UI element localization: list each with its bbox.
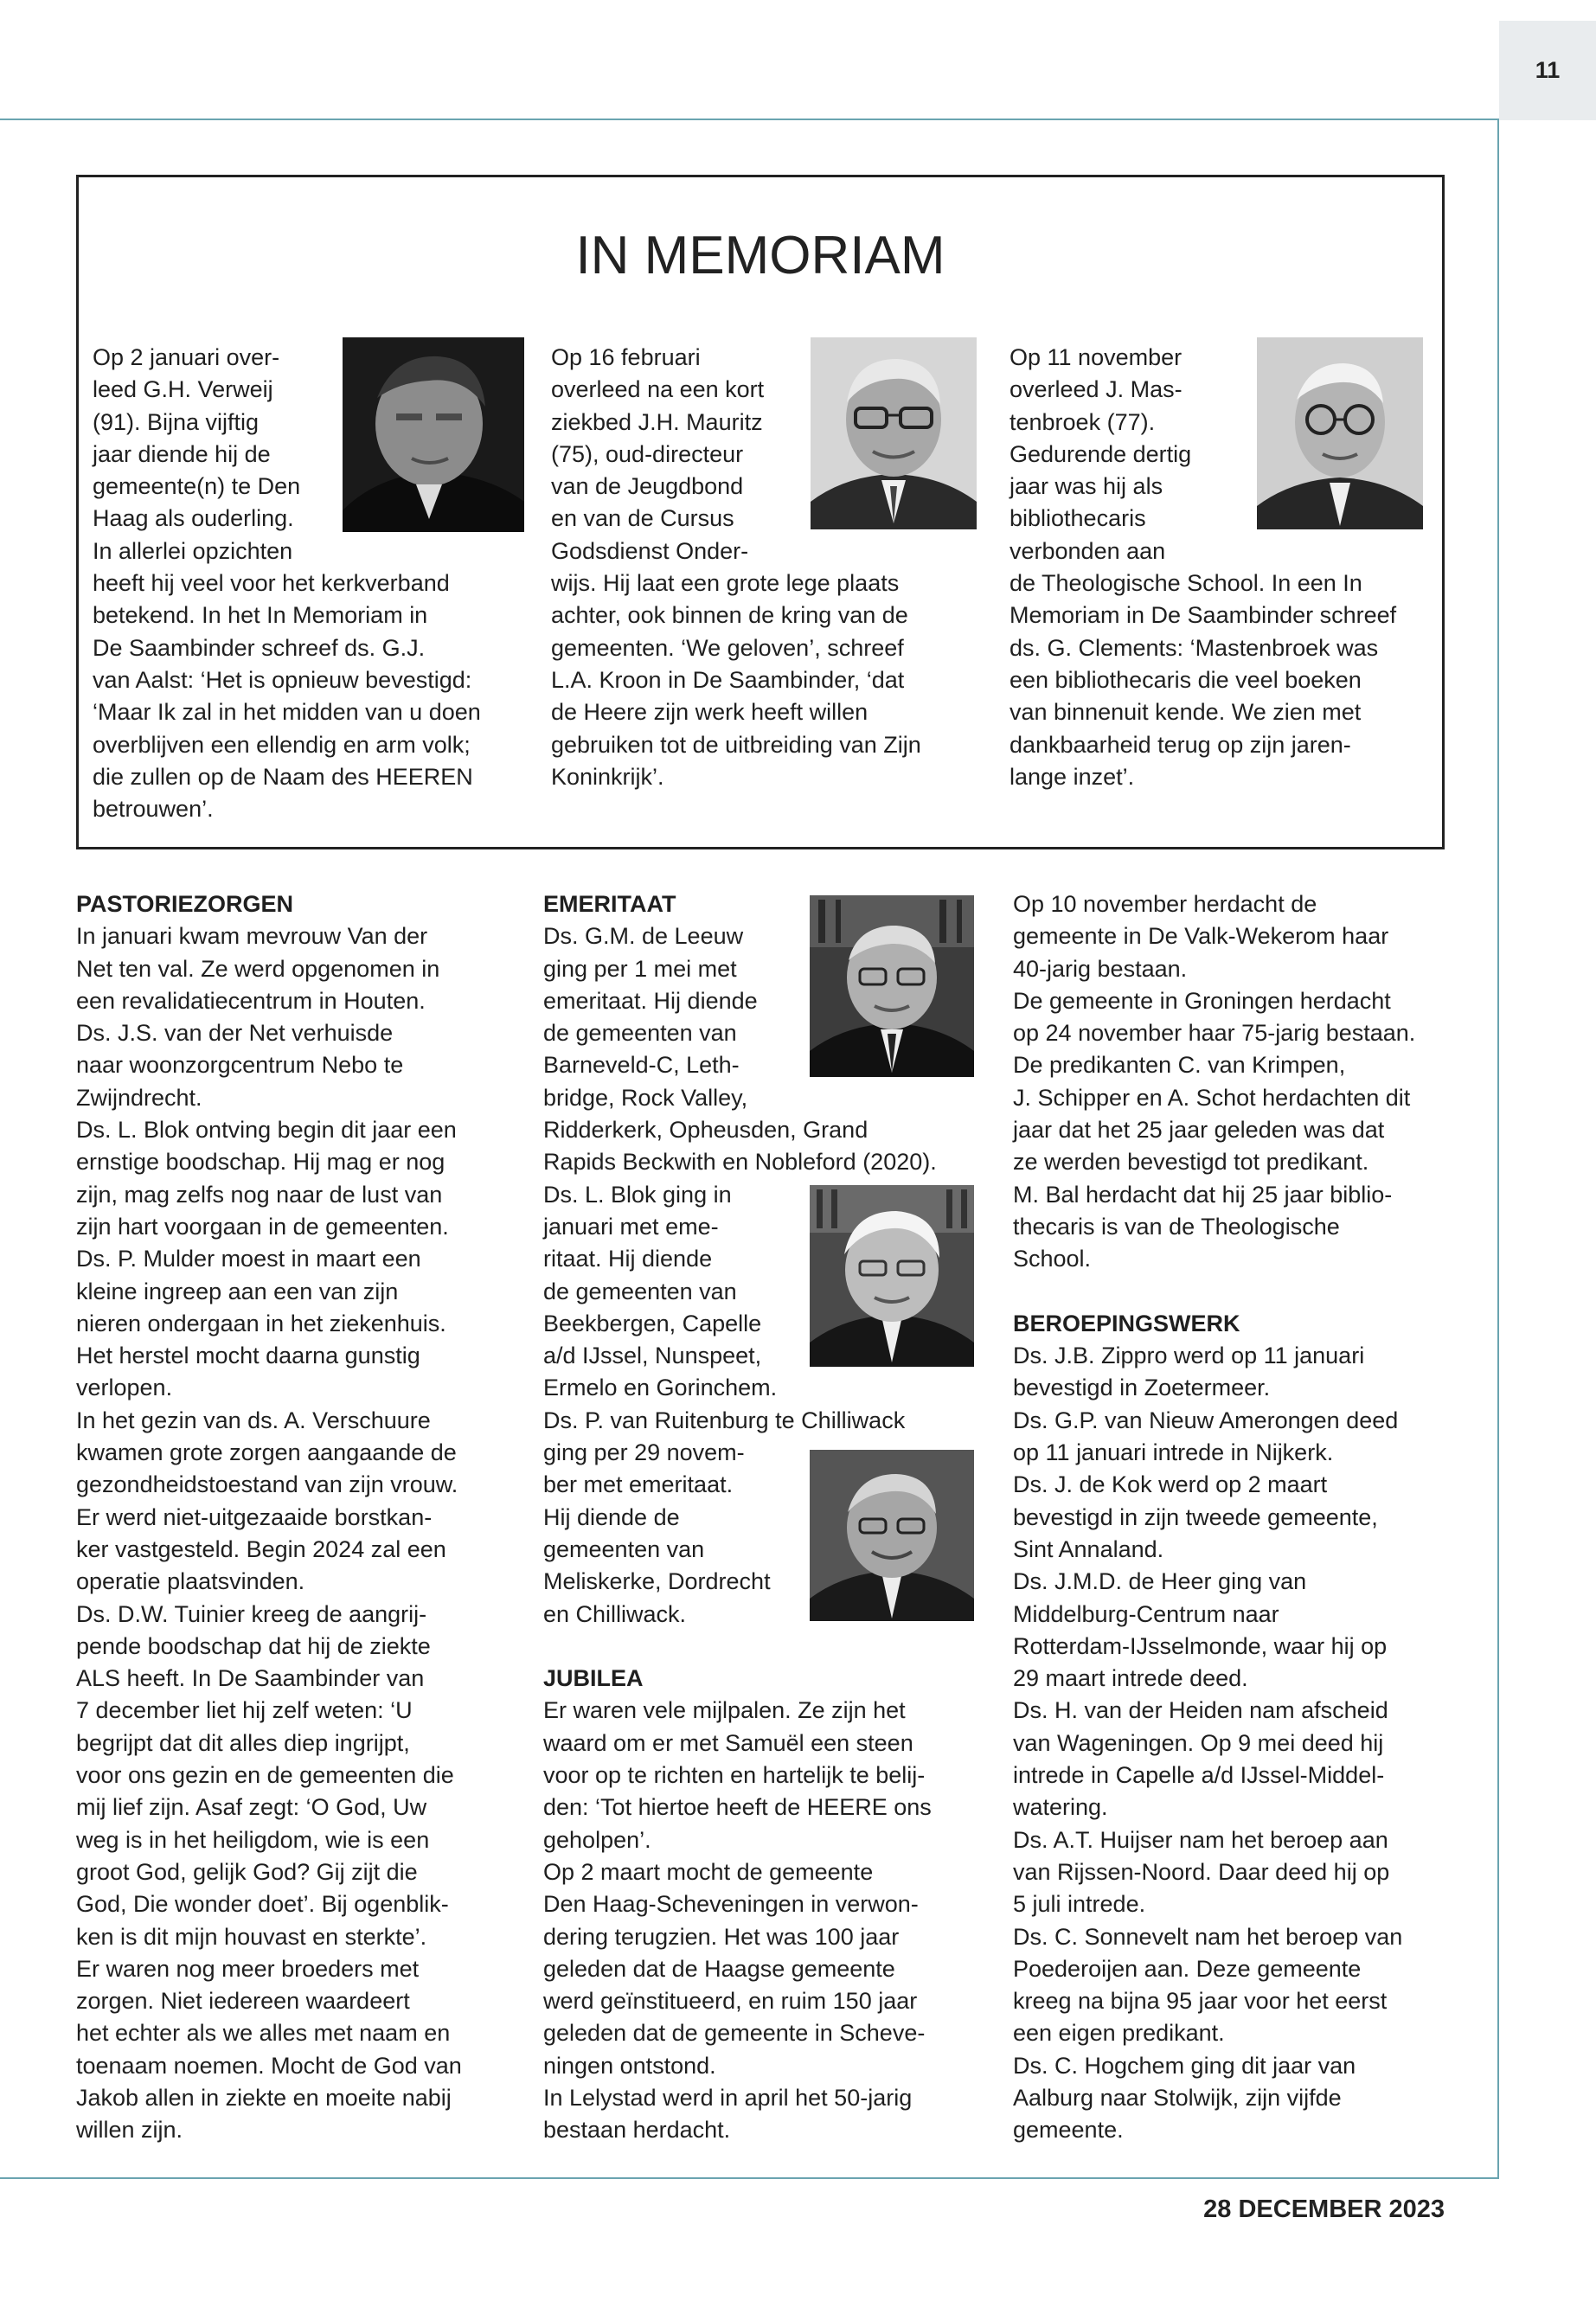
portrait-verweij-photo	[343, 337, 524, 532]
pastoriezorgen-body	[76, 920, 526, 2146]
spacer	[543, 1631, 1010, 1663]
text-line: Op 10 november herdacht de	[1013, 891, 1317, 917]
text-line: wijs. Hij laat een grote lege plaats	[551, 570, 900, 597]
text-line: a/d IJssel, Nunspeet,	[543, 1343, 762, 1369]
text-line: dering terugzien. Het was 100 jaar	[543, 1923, 900, 1950]
text-line: In allerlei opzichten	[93, 537, 293, 564]
text-line: Ds. C. Hogchem ging dit jaar van	[1013, 2052, 1356, 2079]
text-line: Ds. C. Sonnevelt nam het beroep van	[1013, 1923, 1403, 1950]
text-line: van Wageningen. Op 9 mei deed hij	[1013, 1729, 1384, 1756]
text-line: zorgen. Niet iedereen waardeert	[76, 1988, 410, 2015]
side-rule	[1497, 119, 1499, 2179]
text-line: ernstige boodschap. Hij mag er nog	[76, 1149, 445, 1176]
beroepingswerk-heading: BEROEPINGSWERK	[1013, 1310, 1240, 1336]
herdenkingen-and-beroepingswerk-section	[1013, 888, 1480, 2147]
text-line: voor op te richten en hartelijk te belij-	[543, 1762, 926, 1789]
text-line: jaar diende hij de	[93, 440, 271, 467]
text-line: jaar was hij als	[1010, 473, 1163, 500]
text-line: geholpen’.	[543, 1826, 651, 1853]
in-memoriam-box	[76, 175, 1445, 849]
text-line: De gemeente in Groningen herdacht	[1013, 987, 1391, 1014]
text-line: Ds. D.W. Tuinier kreeg de aangrij-	[76, 1600, 427, 1627]
text-line: Ds. G.M. de Leeuw	[543, 923, 744, 950]
text-line: Ridderkerk, Opheusden, Grand	[543, 1117, 869, 1144]
text-line: Aalburg naar Stolwijk, zijn vijfde	[1013, 2084, 1342, 2111]
text-line: het echter als we alles met naam en	[76, 2020, 451, 2047]
text-line: op 24 november haar 75-jarig bestaan.	[1013, 1020, 1416, 1047]
text-line: overleed J. Mas-	[1010, 376, 1183, 403]
text-line: 7 december liet hij zelf weten: ‘U	[76, 1697, 413, 1724]
text-line: Den Haag-Scheveningen in verwon-	[543, 1891, 919, 1918]
herdenkingen-body	[1013, 888, 1480, 1276]
portrait-van-ruitenburg-photo	[810, 1450, 974, 1621]
text-line: kleine ingreep aan een van zijn	[76, 1278, 399, 1304]
text-line: ningen ontstond.	[543, 2052, 716, 2079]
text-line: ging per 1 mei met	[543, 955, 737, 982]
text-line: M. Bal herdacht dat hij 25 jaar biblio-	[1013, 1181, 1393, 1208]
text-line: willen zijn.	[76, 2117, 183, 2144]
text-line: naar woonzorgcentrum Nebo te	[76, 1052, 404, 1079]
text-line: In Lelystad werd in april het 50-jarig	[543, 2084, 913, 2111]
text-line: Ds. P. Mulder moest in maart een	[76, 1246, 421, 1272]
text-line: ging per 29 novem-	[543, 1439, 745, 1466]
text-line: bridge, Rock Valley,	[543, 1084, 748, 1111]
text-line: J. Schipper en A. Schot herdachten dit	[1013, 1084, 1411, 1111]
text-line: Er waren nog meer broeders met	[76, 1955, 420, 1982]
text-line: een revalidatiecentrum in Houten.	[76, 987, 426, 1014]
jubilea-body	[543, 1695, 1010, 2146]
text-line: Er werd niet-uitgezaaide borstkan-	[76, 1503, 433, 1530]
text-line: gemeenten van	[543, 1535, 705, 1562]
text-line: (75), oud-directeur	[551, 440, 744, 467]
text-line: geleden dat de gemeente in Scheve-	[543, 2020, 926, 2047]
text-line: ds. G. Clements: ‘Mastenbroek was	[1010, 634, 1379, 661]
text-line: dankbaarheid terug op zijn jaren-	[1010, 731, 1351, 758]
text-line: Haag als ouderling.	[93, 505, 294, 532]
text-line: gemeente.	[1013, 2117, 1124, 2144]
text-line: en Chilliwack.	[543, 1600, 687, 1627]
text-line: Ds. L. Blok ging in	[543, 1181, 732, 1208]
text-line: Op 11 november	[1010, 344, 1183, 370]
text-line: overleed na een kort	[551, 376, 765, 403]
text-line: overblijven een ellendig en arm volk;	[93, 731, 471, 758]
text-line: Ds. J. de Kok werd op 2 maart	[1013, 1471, 1328, 1498]
text-line: mij lief zijn. Asaf zegt: ‘O God, Uw	[76, 1794, 427, 1821]
in-memoriam-title: IN MEMORIAM	[575, 226, 945, 285]
text-line: ze werden bevestigd tot predikant.	[1013, 1149, 1369, 1176]
text-line: nieren ondergaan in het ziekenhuis.	[76, 1310, 446, 1336]
text-line: Jakob allen in ziekte en moeite nabij	[76, 2084, 452, 2111]
text-line: Het herstel mocht daarna gunstig	[76, 1343, 420, 1369]
text-line: ken is dit mijn houvast en sterkte’.	[76, 1923, 427, 1950]
text-line: Sint Annaland.	[1013, 1535, 1164, 1562]
text-line: van binnenuit kende. We zien met	[1010, 699, 1362, 726]
text-line: de Heere zijn werk heeft willen	[551, 699, 869, 726]
text-line: School.	[1013, 1246, 1092, 1272]
text-line: geleden dat de Haagse gemeente	[543, 1955, 895, 1982]
text-line: Koninkrijk’.	[551, 763, 664, 790]
text-line: gezondheidstoestand van zijn vrouw.	[76, 1471, 458, 1498]
text-line: betrouwen’.	[93, 796, 214, 823]
text-line: Poederoijen aan. Deze gemeente	[1013, 1955, 1362, 1982]
bottom-rule	[0, 2177, 1499, 2179]
text-line: (91). Bijna vijftig	[93, 408, 260, 435]
text-line: Ds. J.S. van der Net verhuisde	[76, 1020, 394, 1047]
text-line: Ds. P. van Ruitenburg te Chilliwack	[543, 1407, 906, 1433]
text-line: op 11 januari intrede in Nijkerk.	[1013, 1439, 1334, 1466]
text-line: Godsdienst Onder-	[551, 537, 749, 564]
top-rule	[0, 119, 1499, 120]
pastoriezorgen-heading: PASTORIEZORGEN	[76, 891, 294, 917]
text-line: werd geïnstitueerd, en ruim 150 jaar	[543, 1988, 918, 2015]
text-line: groot God, gelijk God? Gij zijt die	[76, 1858, 418, 1885]
text-line: Rotterdam-IJsselmonde, waar hij op	[1013, 1632, 1388, 1659]
text-line: en van de Cursus	[551, 505, 734, 532]
text-line: betekend. In het In Memoriam in	[93, 602, 428, 629]
spacer	[1013, 1276, 1480, 1308]
text-line: van Aalst: ‘Het is opnieuw bevestigd:	[93, 666, 472, 693]
text-line: waard om er met Samuël een steen	[543, 1729, 913, 1756]
text-line: L.A. Kroon in De Saambinder, ‘dat	[551, 666, 905, 693]
text-line: Ermelo en Gorinchem.	[543, 1375, 778, 1401]
text-line: een eigen predikant.	[1013, 2020, 1225, 2047]
text-line: de gemeenten van	[543, 1278, 737, 1304]
text-line: jaar dat het 25 jaar geleden was dat	[1013, 1117, 1385, 1144]
text-line: Ds. J.B. Zippro werd op 11 januari	[1013, 1343, 1365, 1369]
text-line: ALS heeft. In De Saambinder van	[76, 1665, 425, 1692]
footer-date: 28 DECEMBER 2023	[1203, 2195, 1445, 2223]
text-line: watering.	[1013, 1794, 1108, 1821]
text-line: den: ‘Tot hiertoe heeft de HEERE ons	[543, 1794, 932, 1821]
text-line: De predikanten C. van Krimpen,	[1013, 1052, 1346, 1079]
text-line: die zullen op de Naam des HEEREN	[93, 763, 473, 790]
text-line: bevestigd in Zoetermeer.	[1013, 1375, 1271, 1401]
text-line: Gedurende dertig	[1010, 440, 1192, 467]
text-line: gemeente in De Valk-Wekerom haar	[1013, 923, 1389, 950]
text-line: Net ten val. Ze werd opgenomen in	[76, 955, 440, 982]
text-line: ker vastgesteld. Begin 2024 zal een	[76, 1535, 446, 1562]
text-line: De Saambinder schreef ds. G.J.	[93, 634, 426, 661]
text-line: Barneveld-C, Leth-	[543, 1052, 740, 1079]
text-line: In het gezin van ds. A. Verschuure	[76, 1407, 431, 1433]
text-line: kreeg na bijna 95 jaar voor het eerst	[1013, 1988, 1388, 2015]
text-line: tenbroek (77).	[1010, 408, 1156, 435]
text-line: leed G.H. Verweij	[93, 376, 273, 403]
text-line: Ds. G.P. van Nieuw Amerongen deed	[1013, 1407, 1399, 1433]
text-line: heeft hij veel voor het kerkverband	[93, 570, 450, 597]
text-line: In januari kwam mevrouw Van der	[76, 923, 428, 950]
text-line: bestaan herdacht.	[543, 2117, 731, 2144]
text-line: emeritaat. Hij diende	[543, 987, 758, 1014]
pastoriezorgen-section	[76, 888, 526, 2147]
text-line: verbonden aan	[1010, 537, 1166, 564]
text-line: intrede in Capelle a/d IJssel-Middel-	[1013, 1762, 1385, 1789]
text-line: de Theologische School. In een In	[1010, 570, 1362, 597]
text-line: 40-jarig bestaan.	[1013, 955, 1188, 982]
text-line: weg is in het heiligdom, wie is een	[76, 1826, 430, 1853]
text-line: Beekbergen, Capelle	[543, 1310, 762, 1336]
portrait-mastenbroek-photo	[1257, 337, 1423, 529]
text-line: gemeente(n) te Den	[93, 473, 301, 500]
text-line: Op 16 februari	[551, 344, 701, 370]
text-line: Zwijndrecht.	[76, 1084, 202, 1111]
text-line: begrijpt dat dit alles diep ingrijpt,	[76, 1729, 410, 1756]
jubilea-heading: JUBILEA	[543, 1665, 644, 1692]
text-line: ritaat. Hij diende	[543, 1246, 713, 1272]
text-line: voor ons gezin en de gemeenten die	[76, 1762, 454, 1789]
text-line: thecaris is van de Theologische	[1013, 1213, 1340, 1240]
text-line: bevestigd in zijn tweede gemeente,	[1013, 1503, 1378, 1530]
text-line: Middelburg-Centrum naar	[1013, 1600, 1279, 1627]
beroepingswerk-body	[1013, 1340, 1480, 2146]
text-line: ‘Maar Ik zal in het midden van u doen	[93, 699, 481, 726]
text-line: verlopen.	[76, 1375, 173, 1401]
text-line: 5 juli intrede.	[1013, 1891, 1146, 1918]
text-line: kwamen grote zorgen aangaande de	[76, 1439, 457, 1466]
text-line: operatie plaatsvinden.	[76, 1568, 305, 1595]
portrait-blok-photo	[810, 1185, 974, 1367]
text-line: 29 maart intrede deed.	[1013, 1665, 1248, 1692]
text-line: de gemeenten van	[543, 1020, 737, 1047]
text-line: van de Jeugdbond	[551, 473, 744, 500]
text-line: gebruiken tot de uitbreiding van Zijn	[551, 731, 921, 758]
text-line: Hij diende de	[543, 1503, 680, 1530]
text-line: van Rijssen-Noord. Daar deed hij op	[1013, 1858, 1390, 1885]
text-line: ber met emeritaat.	[543, 1471, 734, 1498]
text-line: een bibliothecaris die veel boeken	[1010, 666, 1362, 693]
portrait-mauritz-photo	[811, 337, 977, 529]
text-line: Memoriam in De Saambinder schreef	[1010, 602, 1397, 629]
text-line: pende boodschap dat hij de ziekte	[76, 1632, 431, 1659]
text-line: zijn hart voorgaan in de gemeenten.	[76, 1213, 449, 1240]
emeritaat-heading: EMERITAAT	[543, 891, 676, 917]
text-line: Ds. H. van der Heiden nam afscheid	[1013, 1697, 1388, 1724]
text-line: Op 2 januari over-	[93, 344, 280, 370]
text-line: ziekbed J.H. Mauritz	[551, 408, 763, 435]
page-number: 11	[1535, 57, 1561, 83]
text-line: Er waren vele mijlpalen. Ze zijn het	[543, 1697, 906, 1724]
text-line: toenaam noemen. Mocht de God van	[76, 2052, 462, 2079]
text-line: Ds. L. Blok ontving begin dit jaar een	[76, 1117, 457, 1144]
text-line: Rapids Beckwith en Nobleford (2020).	[543, 1149, 937, 1176]
text-line: God, Die wonder doet’. Bij ogenblik-	[76, 1891, 449, 1918]
text-line: gemeenten. ‘We geloven’, schreef	[551, 634, 904, 661]
portrait-de-leeuw-photo	[810, 895, 974, 1077]
text-line: achter, ook binnen de kring van de	[551, 602, 908, 629]
text-line: Meliskerke, Dordrecht	[543, 1568, 771, 1595]
text-line: Op 2 maart mocht de gemeente	[543, 1858, 874, 1885]
text-line: bibliothecaris	[1010, 505, 1146, 532]
text-line: januari met eme-	[543, 1213, 719, 1240]
text-line: Ds. A.T. Huijser nam het beroep aan	[1013, 1826, 1388, 1853]
text-line: zijn, mag zelfs nog naar de lust van	[76, 1181, 443, 1208]
text-line: Ds. J.M.D. de Heer ging van	[1013, 1568, 1307, 1595]
text-line: lange inzet’.	[1010, 763, 1135, 790]
page-number-tab	[1499, 21, 1596, 120]
